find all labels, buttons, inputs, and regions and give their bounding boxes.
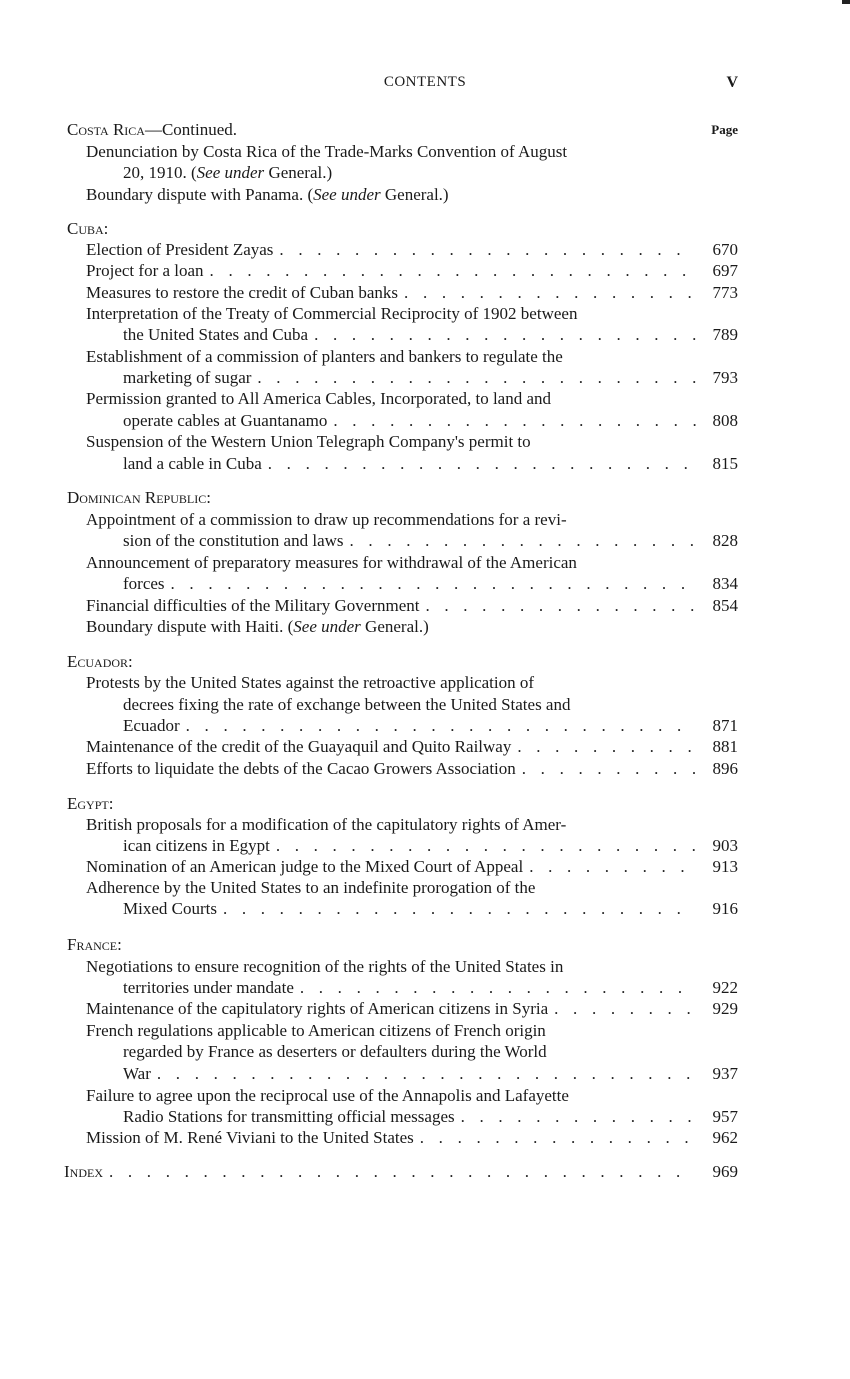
scan-mark [842, 0, 850, 4]
toc-entry-ecuador-1-line3: Ecuador . . . 871 [86, 715, 738, 736]
section-heading-egypt: Egypt: [67, 794, 114, 813]
toc-entry-dominican-4: Boundary dispute with Haiti. (See under General.) [86, 617, 429, 636]
section-heading-ecuador: Ecuador: [67, 652, 133, 671]
toc-entry-france-4-line2: Radio Stations for transmitting official messages . . . 957 [86, 1106, 738, 1127]
page-number: 670 [712, 240, 738, 259]
toc-entry-cuba-6-line2: operate cables at Guantanamo . . . 808 [86, 410, 738, 431]
section-heading-costa-rica: Costa Rica—Continued. [67, 120, 238, 139]
toc-entry-costa-rica-1-line2: 20, 1910. (See under General.) [123, 163, 333, 182]
running-head-title: CONTENTS [383, 74, 467, 90]
page-number: 828 [712, 531, 738, 550]
running-head-page-number: V [726, 74, 738, 91]
page-number: 957 [712, 1107, 738, 1126]
page-number: 929 [712, 999, 738, 1018]
toc-entry-cuba-2: Project for a loan . . . 697 [86, 260, 738, 281]
page-number: 808 [712, 411, 738, 430]
toc-entry-france-3-line2: regarded by France as deserters or defaulters during the World [123, 1042, 547, 1061]
toc-entry-cuba-5-line2: marketing of sugar . . . 793 [86, 367, 738, 388]
toc-entry-france-1-line1: Negotiations to ensure recognition of the rights of the United States in [86, 957, 564, 976]
page-number: 913 [712, 857, 738, 876]
page-number: 937 [712, 1064, 738, 1083]
toc-entry-france-4-line1: Failure to agree upon the reciprocal use of the Annapolis and Lafayette [86, 1086, 569, 1105]
page-number: 962 [712, 1128, 738, 1147]
toc-entry-france-1-line2: territories under mandate . . . 922 [86, 977, 738, 998]
toc-entry-cuba-4-line1: Interpretation of the Treaty of Commercial Reciprocity of 1902 between [86, 304, 578, 323]
page-number: 697 [712, 261, 738, 280]
toc-entry-costa-rica-2: Boundary dispute with Panama. (See under General.) [86, 185, 449, 204]
toc-entry-dominican-2-line2: forces . . . 834 [86, 573, 738, 594]
section-heading-dominican-republic: Dominican Republic: [67, 488, 211, 507]
toc-entry-egypt-3-line2: Mixed Courts . . . 916 [86, 898, 738, 919]
toc-entry-egypt-1-line2: ican citizens in Egypt . . . 903 [86, 835, 738, 856]
toc-entry-egypt-2: Nomination of an American judge to the Mixed Court of Appeal . . . 913 [86, 856, 738, 877]
page-number: 773 [712, 283, 738, 302]
toc-entry-dominican-2-line1: Announcement of preparatory measures for withdrawal of the American [86, 553, 577, 572]
toc-entry-cuba-7-line1: Suspension of the Western Union Telegraph Company's permit to [86, 432, 531, 451]
page-number: 922 [712, 978, 738, 997]
toc-entry-ecuador-2: Maintenance of the credit of the Guayaquil and Quito Railway . . . 881 [86, 736, 738, 757]
page-number: 793 [712, 368, 738, 387]
page-number: 815 [712, 454, 738, 473]
page-number: 881 [712, 737, 738, 756]
toc-entry-cuba-6-line1: Permission granted to All America Cables, Incorporated, to land and [86, 389, 552, 408]
page-number: 871 [712, 716, 738, 735]
toc-entry-dominican-1-line2: sion of the constitution and laws . . . 828 [86, 530, 738, 551]
toc-entry-egypt-3-line1: Adherence by the United States to an indefinite prorogation of the [86, 878, 536, 897]
section-heading-france: France: [67, 935, 122, 954]
toc-entry-cuba-7-line2: land a cable in Cuba . . . 815 [86, 453, 738, 474]
page-number: 896 [712, 759, 738, 778]
toc-entry-france-3-line3: War . . . 937 [86, 1063, 738, 1084]
toc-entry-ecuador-3: Efforts to liquidate the debts of the Cacao Growers Association . . . 896 [86, 758, 738, 779]
page-number: 969 [712, 1162, 738, 1181]
running-head [0, 74, 850, 94]
page-number: 903 [712, 836, 738, 855]
toc-entry-france-5: Mission of M. René Viviani to the United States . . . 962 [86, 1127, 738, 1148]
toc-entry-egypt-1-line1: British proposals for a modification of the capitulatory rights of Amer- [86, 815, 567, 834]
toc-entry-cuba-3: Measures to restore the credit of Cuban banks . . . 773 [86, 282, 738, 303]
page-number: 834 [712, 574, 738, 593]
toc-entry-cuba-5-line1: Establishment of a commission of planters and bankers to regulate the [86, 347, 563, 366]
toc-entry-dominican-1-line1: Appointment of a commission to draw up recommendations for a revi- [86, 510, 567, 529]
page-number: 854 [712, 596, 738, 615]
toc-entry-costa-rica-1-line1: Denunciation by Costa Rica of the Trade-Marks Convention of August [86, 142, 568, 161]
toc-entry-france-3-line1: French regulations applicable to American citizens of French origin [86, 1021, 546, 1040]
page-number: 789 [712, 325, 738, 344]
toc-entry-index: Index . . . 969 [64, 1161, 738, 1182]
toc-entry-ecuador-1-line1: Protests by the United States against the retroactive application of [86, 673, 535, 692]
page-number: 916 [712, 899, 738, 918]
toc-entry-dominican-3: Financial difficulties of the Military Government . . . 854 [86, 595, 738, 616]
toc-entry-cuba-1: Election of President Zayas . . . 670 [86, 239, 738, 260]
section-heading-cuba: Cuba: [67, 219, 109, 238]
toc-entry-france-2: Maintenance of the capitulatory rights of American citizens in Syria . . . 929 [86, 998, 738, 1019]
toc-entry-cuba-4-line2: the United States and Cuba . . . 789 [86, 324, 738, 345]
page-column-label: Page [711, 122, 738, 137]
toc-entry-ecuador-1-line2: decrees fixing the rate of exchange between the United States and [123, 695, 571, 714]
